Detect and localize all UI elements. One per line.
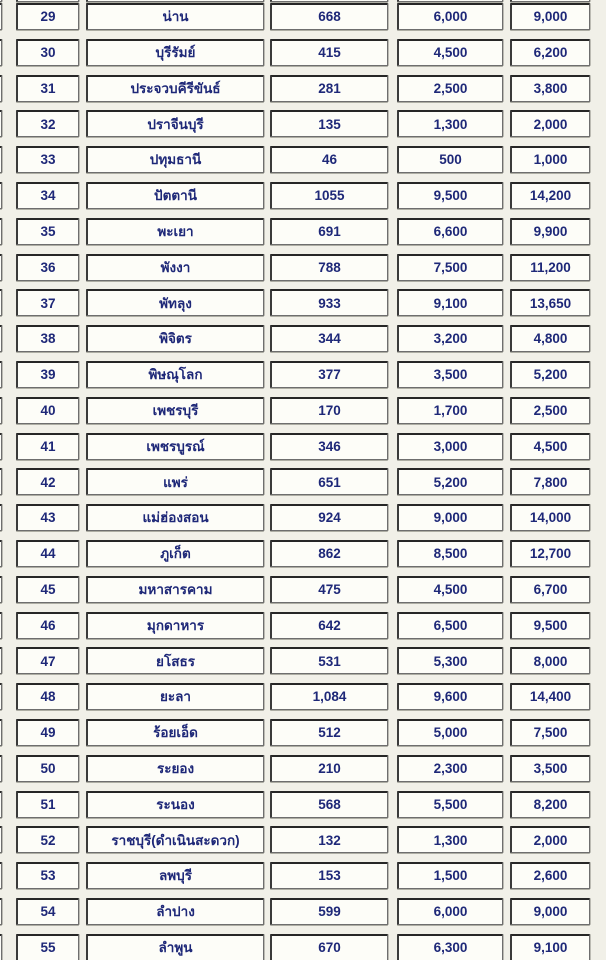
- table-row: [0, 683, 590, 710]
- value-cell-2: 8,500: [397, 540, 503, 567]
- cropped-cell: [270, 0, 388, 2]
- row-number-cell: 54: [16, 898, 79, 925]
- value-cell-1: 346: [270, 433, 388, 460]
- row-number-cell: 50: [16, 755, 79, 782]
- value-cell-1: 668: [270, 3, 388, 30]
- value-cell-1: 642: [270, 612, 388, 639]
- cropped-left-cell: [0, 254, 2, 281]
- table-row: [0, 826, 590, 853]
- value-cell-1: 691: [270, 218, 388, 245]
- value-cell-1: 568: [270, 791, 388, 818]
- table-row: [0, 218, 590, 245]
- row-number-cell: 38: [16, 325, 79, 352]
- value-cell-1: 924: [270, 504, 388, 531]
- cropped-top-row: [0, 0, 590, 2]
- value-cell-2: 1,700: [397, 397, 503, 424]
- value-cell-1: 862: [270, 540, 388, 567]
- cropped-left-cell: [0, 325, 2, 352]
- table-row: [0, 75, 590, 102]
- cropped-left-cell: [0, 862, 2, 889]
- value-cell-1: 788: [270, 254, 388, 281]
- table-rows: [0, 3, 590, 960]
- table-row: [0, 791, 590, 818]
- value-cell-2: 2,300: [397, 755, 503, 782]
- row-number-cell: 32: [16, 110, 79, 137]
- table-row: [0, 540, 590, 567]
- cropped-left-cell: [0, 110, 2, 137]
- value-cell-1: 670: [270, 934, 388, 960]
- row-number-cell: 33: [16, 146, 79, 173]
- table-row: [0, 289, 590, 316]
- table-row: [0, 934, 590, 960]
- province-name-cell: พัทลุง: [86, 289, 264, 316]
- cropped-left-cell: [0, 433, 2, 460]
- value-cell-3: 14,000: [510, 504, 590, 531]
- row-number-cell: 45: [16, 576, 79, 603]
- value-cell-1: 512: [270, 719, 388, 746]
- province-name-cell: พิจิตร: [86, 325, 264, 352]
- value-cell-2: 5,000: [397, 719, 503, 746]
- table-row: [0, 110, 590, 137]
- province-name-cell: ร้อยเอ็ด: [86, 719, 264, 746]
- row-number-cell: 30: [16, 39, 79, 66]
- province-name-cell: เพชรบูรณ์: [86, 433, 264, 460]
- value-cell-1: 933: [270, 289, 388, 316]
- row-number-cell: 31: [16, 75, 79, 102]
- value-cell-3: 11,200: [510, 254, 590, 281]
- cropped-left-cell: [0, 0, 2, 2]
- value-cell-1: 153: [270, 862, 388, 889]
- province-name-cell: มหาสารคาม: [86, 576, 264, 603]
- province-name-cell: แพร่: [86, 468, 264, 495]
- value-cell-2: 500: [397, 146, 503, 173]
- province-name-cell: พังงา: [86, 254, 264, 281]
- row-number-cell: 44: [16, 540, 79, 567]
- cropped-left-cell: [0, 647, 2, 674]
- cropped-cell: [510, 0, 590, 2]
- value-cell-3: 3,500: [510, 755, 590, 782]
- value-cell-2: 6,300: [397, 934, 503, 960]
- cropped-left-cell: [0, 3, 2, 30]
- table-row: [0, 39, 590, 66]
- cropped-left-cell: [0, 719, 2, 746]
- value-cell-1: 599: [270, 898, 388, 925]
- cropped-cell: [397, 0, 503, 2]
- value-cell-2: 9,000: [397, 504, 503, 531]
- row-number-cell: 40: [16, 397, 79, 424]
- value-cell-2: 9,500: [397, 182, 503, 209]
- value-cell-3: 13,650: [510, 289, 590, 316]
- value-cell-2: 1,500: [397, 862, 503, 889]
- cropped-left-cell: [0, 218, 2, 245]
- province-name-cell: มุกดาหาร: [86, 612, 264, 639]
- value-cell-3: 7,500: [510, 719, 590, 746]
- value-cell-3: 4,500: [510, 433, 590, 460]
- table-row: [0, 862, 590, 889]
- value-cell-2: 9,600: [397, 683, 503, 710]
- cropped-left-cell: [0, 504, 2, 531]
- value-cell-3: 8,200: [510, 791, 590, 818]
- row-number-cell: 53: [16, 862, 79, 889]
- value-cell-3: 12,700: [510, 540, 590, 567]
- row-number-cell: 55: [16, 934, 79, 960]
- province-name-cell: ลำพูน: [86, 934, 264, 960]
- cropped-left-cell: [0, 182, 2, 209]
- value-cell-2: 5,500: [397, 791, 503, 818]
- cropped-left-cell: [0, 397, 2, 424]
- row-number-cell: 29: [16, 3, 79, 30]
- value-cell-2: 6,600: [397, 218, 503, 245]
- value-cell-3: 3,800: [510, 75, 590, 102]
- value-cell-3: 2,600: [510, 862, 590, 889]
- value-cell-1: 651: [270, 468, 388, 495]
- value-cell-3: 14,400: [510, 683, 590, 710]
- cropped-left-cell: [0, 361, 2, 388]
- cropped-left-cell: [0, 898, 2, 925]
- row-number-cell: 36: [16, 254, 79, 281]
- row-number-cell: 43: [16, 504, 79, 531]
- row-number-cell: 49: [16, 719, 79, 746]
- table-row: [0, 719, 590, 746]
- value-cell-2: 1,300: [397, 826, 503, 853]
- table-row: [0, 504, 590, 531]
- value-cell-2: 7,500: [397, 254, 503, 281]
- province-name-cell: ปทุมธานี: [86, 146, 264, 173]
- value-cell-3: 9,900: [510, 218, 590, 245]
- cropped-left-cell: [0, 540, 2, 567]
- cropped-left-cell: [0, 576, 2, 603]
- cropped-left-cell: [0, 683, 2, 710]
- value-cell-2: 6,000: [397, 3, 503, 30]
- row-number-cell: 47: [16, 647, 79, 674]
- value-cell-2: 5,200: [397, 468, 503, 495]
- value-cell-1: 46: [270, 146, 388, 173]
- value-cell-3: 9,000: [510, 898, 590, 925]
- value-cell-2: 6,000: [397, 898, 503, 925]
- province-name-cell: ภูเก็ต: [86, 540, 264, 567]
- table-row: [0, 612, 590, 639]
- value-cell-1: 135: [270, 110, 388, 137]
- cropped-left-cell: [0, 75, 2, 102]
- cropped-left-cell: [0, 612, 2, 639]
- table-row: [0, 397, 590, 424]
- province-name-cell: เพชรบุรี: [86, 397, 264, 424]
- value-cell-3: 2,000: [510, 110, 590, 137]
- value-cell-3: 14,200: [510, 182, 590, 209]
- value-cell-2: 3,200: [397, 325, 503, 352]
- row-number-cell: 52: [16, 826, 79, 853]
- province-name-cell: ระยอง: [86, 755, 264, 782]
- value-cell-3: 7,800: [510, 468, 590, 495]
- value-cell-2: 9,100: [397, 289, 503, 316]
- value-cell-2: 4,500: [397, 39, 503, 66]
- province-name-cell: ลพบุรี: [86, 862, 264, 889]
- table-row: [0, 361, 590, 388]
- province-name-cell: พิษณุโลก: [86, 361, 264, 388]
- value-cell-1: 415: [270, 39, 388, 66]
- province-name-cell: ปราจีนบุรี: [86, 110, 264, 137]
- cropped-cell: [86, 0, 264, 2]
- value-cell-2: 2,500: [397, 75, 503, 102]
- row-number-cell: 35: [16, 218, 79, 245]
- cropped-cell: [16, 0, 79, 2]
- table-row: [0, 468, 590, 495]
- value-cell-3: 9,100: [510, 934, 590, 960]
- row-number-cell: 39: [16, 361, 79, 388]
- province-name-cell: ราชบุรี(ดำเนินสะดวก): [86, 826, 264, 853]
- cropped-left-cell: [0, 826, 2, 853]
- value-cell-1: 531: [270, 647, 388, 674]
- value-cell-2: 3,000: [397, 433, 503, 460]
- table-row: [0, 898, 590, 925]
- cropped-left-cell: [0, 934, 2, 960]
- value-cell-3: 6,700: [510, 576, 590, 603]
- row-number-cell: 34: [16, 182, 79, 209]
- row-number-cell: 37: [16, 289, 79, 316]
- table-row: [0, 146, 590, 173]
- province-name-cell: ปัตตานี: [86, 182, 264, 209]
- value-cell-1: 170: [270, 397, 388, 424]
- province-name-cell: ยโสธร: [86, 647, 264, 674]
- value-cell-2: 3,500: [397, 361, 503, 388]
- table-row: [0, 576, 590, 603]
- row-number-cell: 46: [16, 612, 79, 639]
- table-row: [0, 182, 590, 209]
- table-row: [0, 433, 590, 460]
- row-number-cell: 51: [16, 791, 79, 818]
- province-name-cell: แม่ฮ่องสอน: [86, 504, 264, 531]
- value-cell-1: 210: [270, 755, 388, 782]
- value-cell-3: 6,200: [510, 39, 590, 66]
- value-cell-1: 132: [270, 826, 388, 853]
- province-name-cell: ระนอง: [86, 791, 264, 818]
- value-cell-1: 1055: [270, 182, 388, 209]
- cropped-left-cell: [0, 468, 2, 495]
- province-name-cell: บุรีรัมย์: [86, 39, 264, 66]
- table-row: [0, 325, 590, 352]
- value-cell-3: 2,000: [510, 826, 590, 853]
- value-cell-1: 281: [270, 75, 388, 102]
- cropped-left-cell: [0, 755, 2, 782]
- cropped-left-cell: [0, 289, 2, 316]
- value-cell-3: 5,200: [510, 361, 590, 388]
- value-cell-1: 475: [270, 576, 388, 603]
- row-number-cell: 41: [16, 433, 79, 460]
- province-name-cell: พะเยา: [86, 218, 264, 245]
- row-number-cell: 48: [16, 683, 79, 710]
- row-number-cell: 42: [16, 468, 79, 495]
- cropped-left-cell: [0, 146, 2, 173]
- value-cell-1: 377: [270, 361, 388, 388]
- value-cell-2: 1,300: [397, 110, 503, 137]
- value-cell-3: 9,000: [510, 3, 590, 30]
- table-row: [0, 647, 590, 674]
- province-name-cell: ประจวบคีรีขันธ์: [86, 75, 264, 102]
- value-cell-2: 4,500: [397, 576, 503, 603]
- table-row: [0, 254, 590, 281]
- table-row: [0, 755, 590, 782]
- value-cell-3: 4,800: [510, 325, 590, 352]
- table-row: [0, 3, 590, 30]
- value-cell-1: 344: [270, 325, 388, 352]
- value-cell-3: 8,000: [510, 647, 590, 674]
- value-cell-3: 2,500: [510, 397, 590, 424]
- province-name-cell: น่าน: [86, 3, 264, 30]
- province-name-cell: ลำปาง: [86, 898, 264, 925]
- cropped-left-cell: [0, 791, 2, 818]
- value-cell-1: 1,084: [270, 683, 388, 710]
- value-cell-3: 9,500: [510, 612, 590, 639]
- cropped-left-cell: [0, 39, 2, 66]
- value-cell-2: 6,500: [397, 612, 503, 639]
- value-cell-2: 5,300: [397, 647, 503, 674]
- value-cell-3: 1,000: [510, 146, 590, 173]
- province-name-cell: ยะลา: [86, 683, 264, 710]
